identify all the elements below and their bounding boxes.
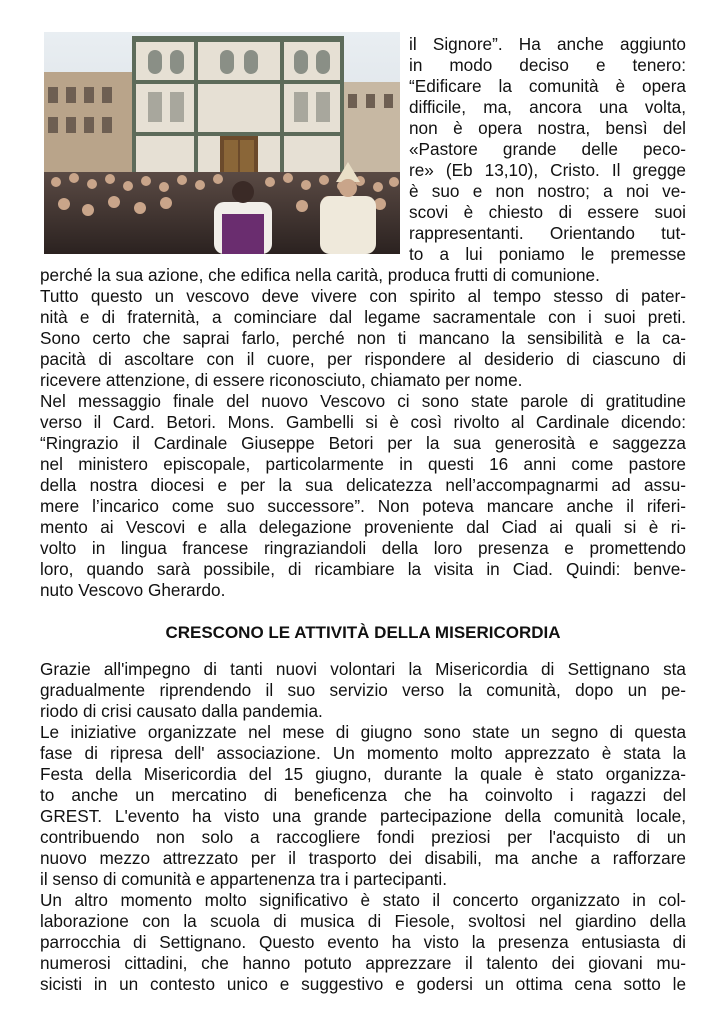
text-line: ricevere attenzione, di essere riconosciuto, chiamato per nome. xyxy=(40,370,523,390)
text-line: Sono certo che saprai farlo, perché non ti mancano la sensibilità e la ca- xyxy=(40,328,686,348)
text-line: Nel messaggio finale del nuovo Vescovo ci sono state parole di gratitudine xyxy=(40,391,686,411)
text-line: pacità di ascoltare con il cuore, per rispondere al desiderio di ciascuno di xyxy=(40,349,686,369)
text-line: riodo di crisi causato dalla pandemia. xyxy=(40,701,323,721)
text-line: Grazie all'impegno di tanti nuovi volontari la Misericordia di Settignano sta xyxy=(40,659,686,679)
text-line: loro, quando sarà possibile, di ricambiare la visita in Ciad. Quindi: benve- xyxy=(40,559,686,579)
text-line: laborazione con la scuola di musica di Fiesole, svoltosi nel giardino della xyxy=(40,911,686,931)
text-line: “Edificare la comunità è opera xyxy=(409,76,686,96)
text-line: perché la sua azione, che edifica nella carità, produca frutti di comunione. xyxy=(40,265,600,285)
text-line: GREST. L'evento ha visto una grande partecipazione della comunità locale, xyxy=(40,806,686,826)
text-line: “Ringrazio il Cardinale Giuseppe Betori per la sua generosità e saggezza xyxy=(40,433,686,453)
text-line: re» (Eb 13,10), Cristo. Il gregge xyxy=(409,160,686,180)
text-line: il Signore”. Ha anche aggiunto xyxy=(409,34,686,54)
text-line: contribuendo non solo a raccogliere fondi preziosi per l'acquisto di un xyxy=(40,827,686,847)
text-line: fase di ripresa dell' associazione. Un momento molto apprezzato è stata la xyxy=(40,743,686,763)
text-line: nuto Vescovo Gherardo. xyxy=(40,580,226,600)
text-line: non è opera nostra, bensì del xyxy=(409,118,686,138)
text-line: «Pastore grande delle peco- xyxy=(409,139,686,159)
section-heading: CRESCONO LE ATTIVITÀ DELLA MISERICORDIA xyxy=(165,623,561,642)
text-line: sicisti in un contesto unico e suggestivo e godersi un ottima cena sotto le xyxy=(40,974,686,994)
text-line: parrocchia di Settignano. Questo evento ha visto la presenza entusiasta di xyxy=(40,932,686,952)
text-line: rappresentanti. Orientando tut- xyxy=(409,223,686,243)
text-line: mento ai Vescovi e alla delegazione proveniente dal Ciad ai quali si è ri- xyxy=(40,517,686,537)
text-line: numerosi cittadini, che hanno potuto apprezzare il talento dei giovani mu- xyxy=(40,953,686,973)
text-line: to anche un mercatino di beneficenza che ha coinvolto i ragazzi del xyxy=(40,785,686,805)
text-line: è suo e non nostro; a noi ve- xyxy=(409,181,686,201)
cathedral-crowd-photo xyxy=(44,32,400,254)
text-line: to a lui poniamo le premesse xyxy=(409,244,686,264)
text-line: difficile, ma, ancora una volta, xyxy=(409,97,686,117)
text-line: della nostra diocesi e per la sua delicatezza nell’accompagnarmi ad assu- xyxy=(40,475,686,495)
text-line: nuovo mezzo attrezzato per il trasporto dei disabili, ma anche a rafforzare xyxy=(40,848,686,868)
text-line: nità e di fraternità, a cominciare dal legame sacramentale con i suoi preti. xyxy=(40,307,686,327)
text-line: Tutto questo un vescovo deve vivere con spirito al tempo stesso di pater- xyxy=(40,286,686,306)
text-line: volto in lingua francese ringraziandoli della loro presenza e promettendo xyxy=(40,538,686,558)
text-line: Festa della Misericordia del 15 giugno, durante la quale è stato organizza- xyxy=(40,764,686,784)
text-line: verso il Card. Betori. Mons. Gambelli si è così rivolto al Cardinale dicendo: xyxy=(40,412,686,432)
text-line: il senso di comunità e appartenenza tra i partecipanti. xyxy=(40,869,448,889)
text-line: scovi è chiesto di essere suoi xyxy=(409,202,686,222)
text-line: gradualmente riprendendo il suo servizio verso la comunità, dopo un pe- xyxy=(40,680,686,700)
text-line: nel ministero episcopale, particolarmente in questi 16 anni come pastore xyxy=(40,454,686,474)
text-line: Le iniziative organizzate nel mese di giugno sono state un segno di questa xyxy=(40,722,686,742)
photo-illustration xyxy=(44,32,400,254)
text-line: in modo deciso e tenero: xyxy=(409,55,686,75)
text-line: mere l’incarico come suo successore”. Non poteva mancare anche il riferi- xyxy=(40,496,686,516)
text-line: Un altro momento molto significativo è stato il concerto organizzato in col- xyxy=(40,890,686,910)
